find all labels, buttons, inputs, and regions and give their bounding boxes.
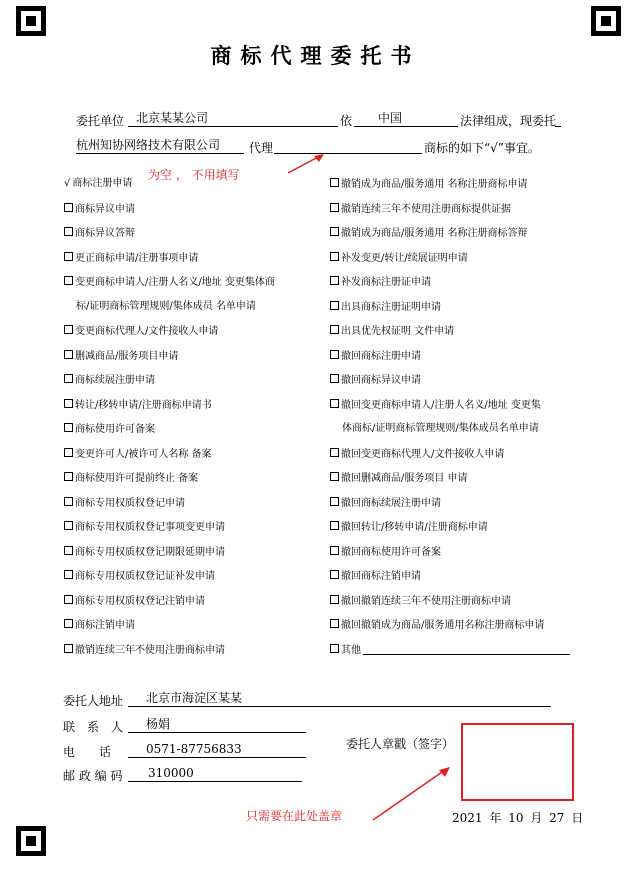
left-option-label: 撤销连续三年不使用注册商标申请: [75, 644, 225, 656]
right-option[interactable]: [330, 472, 468, 485]
right-option-label: 其他: [341, 644, 361, 656]
checkbox-icon[interactable]: [64, 497, 73, 506]
left-option-label: 标/证明商标管理规则/集体成员 名单申请: [76, 300, 256, 312]
right-option[interactable]: [330, 178, 528, 191]
checkbox-icon[interactable]: [64, 619, 73, 628]
right-option-label: 撤回商标注册申请: [341, 350, 421, 362]
right-option-label: 撤销成为商品/服务通用 名称注册商标申请: [341, 179, 528, 190]
left-option[interactable]: [64, 374, 155, 387]
right-option-label: 撤回删减商品/服务项目 申请: [341, 473, 468, 484]
left-option[interactable]: [64, 325, 218, 338]
law-text: 法律组成，现委托: [460, 114, 557, 128]
right-option[interactable]: [330, 350, 421, 363]
left-option: [76, 301, 256, 313]
checkbox-icon[interactable]: [330, 521, 339, 530]
right-option-label: 撤销成为商品/服务通用 名称注册商标答辩: [341, 228, 528, 239]
stamp-annotation: 只需要在此处盖章: [246, 809, 343, 823]
right-option-label: 撤回商标使用许可备案: [341, 546, 441, 558]
date-month-unit: 月: [530, 811, 543, 825]
address-field[interactable]: 北京市海淀区某某: [128, 692, 551, 707]
left-option[interactable]: [64, 203, 135, 216]
left-option-label: 商标专用权质权登记注销申请: [75, 595, 205, 607]
left-option-label: 商标专用权质权登记证补发申请: [75, 571, 215, 582]
right-option[interactable]: [330, 276, 431, 289]
left-option-label: 商标注销申请: [75, 620, 135, 631]
left-option-label: 删减商品/服务项目申请: [75, 350, 179, 362]
checkbox-icon[interactable]: [330, 399, 339, 408]
by-label: 依: [340, 114, 353, 128]
document-title: 商标代理委托书: [210, 43, 421, 68]
checkbox-icon[interactable]: [64, 423, 73, 432]
left-option-label: 商标专用权质权登记申请: [75, 497, 185, 509]
left-option-label: 商标异议答辩: [75, 228, 135, 239]
right-option[interactable]: [330, 301, 441, 314]
right-option[interactable]: [330, 325, 454, 338]
checkbox-icon[interactable]: [64, 227, 73, 236]
corner-mark-top-right: [591, 6, 621, 36]
corner-mark-bottom-left: [16, 826, 46, 856]
checkbox-icon[interactable]: [330, 178, 339, 187]
checkbox-icon[interactable]: [330, 350, 339, 359]
left-option-label: 商标注册申请: [72, 178, 133, 189]
checkbox-icon[interactable]: [330, 448, 339, 457]
other-underline[interactable]: [363, 654, 570, 655]
checkbox-icon[interactable]: [64, 203, 73, 212]
left-option[interactable]: [64, 252, 198, 265]
left-option[interactable]: [64, 570, 215, 583]
left-option[interactable]: [64, 423, 155, 436]
left-option-label: 商标使用许可备案: [75, 424, 155, 435]
right-option[interactable]: [330, 203, 511, 216]
checkbox-icon[interactable]: [64, 570, 73, 579]
right-option[interactable]: [330, 448, 504, 461]
left-option-label: 转让/移转申请/注册商标申请书: [75, 399, 212, 411]
checkbox-icon[interactable]: [330, 472, 339, 481]
stamp-box[interactable]: [461, 723, 574, 801]
checkbox-icon[interactable]: [64, 325, 73, 334]
left-option[interactable]: [64, 472, 198, 485]
checkbox-icon[interactable]: [64, 350, 73, 359]
unit-field[interactable]: 北京某某公司: [128, 112, 338, 127]
postcode-label: 邮 政 编 码: [63, 769, 123, 783]
agent-field[interactable]: 杭州知协网络技术有限公司: [76, 139, 244, 154]
left-option-label: 商标异议申请: [75, 203, 135, 215]
arrow-to-stamp-icon: [365, 762, 455, 827]
date-year: 2021: [452, 811, 483, 825]
left-option[interactable]: [64, 595, 205, 608]
left-option-label: 商标续展注册申请: [75, 375, 155, 386]
left-option[interactable]: [64, 546, 225, 559]
right-option-label: 撤回商标注销申请: [341, 571, 421, 582]
right-option-label: 撤回撤销连续三年不使用注册商标申请: [341, 595, 511, 607]
left-option-label: 商标专用权质权登记事项变更申请: [75, 522, 225, 533]
entrust-line-1: [76, 112, 124, 129]
seal-label: 委托人章戳（签字）: [346, 737, 455, 751]
checkbox-icon[interactable]: [64, 252, 73, 261]
checkbox-icon[interactable]: [330, 227, 339, 236]
checkbox-icon[interactable]: [64, 595, 73, 604]
checkbox-icon[interactable]: [64, 472, 73, 481]
checkbox-icon[interactable]: [64, 644, 73, 653]
left-option-label: 变更商标申请人/注册人名义/地址 变更集体商: [75, 277, 275, 288]
phone-field[interactable]: 0571-87756833: [128, 743, 306, 758]
date-day-unit: 日: [571, 811, 584, 825]
date-year-unit: 年: [489, 811, 502, 825]
left-option-label: 变更许可人/被许可人名称 备案: [75, 448, 212, 460]
right-option-label: 撤回商标异议申请: [341, 375, 421, 386]
right-option[interactable]: [330, 570, 421, 583]
right-option-label: 撤回商标续展注册申请: [341, 497, 441, 509]
checkbox-icon[interactable]: [64, 276, 73, 285]
right-option[interactable]: [330, 619, 544, 632]
right-option-label: 出具优先权证明 文件申请: [341, 326, 455, 337]
left-option[interactable]: [64, 227, 135, 240]
blank-annotation: 为空 ， 不用填写: [148, 168, 240, 182]
left-option[interactable]: [64, 350, 178, 363]
right-option[interactable]: [330, 252, 468, 265]
checkbox-icon[interactable]: [330, 276, 339, 285]
right-option: [342, 423, 539, 435]
checkbox-icon[interactable]: [330, 374, 339, 383]
left-option[interactable]: [64, 399, 212, 412]
right-option[interactable]: [330, 644, 361, 657]
left-option[interactable]: [64, 644, 225, 657]
left-option-label: 商标专用权质权登记期限延期申请: [75, 546, 225, 558]
agent-label: 代理: [249, 141, 274, 155]
left-option-label: 更正商标申请/注册事项申请: [75, 252, 199, 264]
left-option[interactable]: [64, 178, 132, 190]
checkbox-icon[interactable]: [330, 546, 339, 555]
right-option[interactable]: [330, 497, 441, 510]
right-option-label: 补发商标注册证申请: [341, 277, 431, 288]
right-option[interactable]: [330, 546, 441, 559]
person-label: 联 系 人: [63, 720, 124, 734]
right-option-label: 撤回变更商标代理人/文件接收人申请: [341, 448, 505, 460]
unit-label: 委托单位: [76, 114, 125, 128]
checkbox-icon[interactable]: [330, 619, 339, 628]
checkbox-icon[interactable]: [330, 301, 339, 310]
phone-label: 电 话: [63, 745, 112, 759]
country-field[interactable]: 中国: [354, 112, 458, 127]
corner-mark-top-left: [16, 6, 46, 36]
right-option[interactable]: [330, 227, 528, 240]
left-option-label: 商标使用许可提前终止 备案: [75, 473, 199, 484]
right-option-label: 撤回撤销成为商品/服务通用名称注册商标申请: [341, 620, 545, 631]
right-option[interactable]: [330, 521, 488, 534]
date-day: 27: [549, 811, 565, 825]
checkbox-icon[interactable]: [330, 595, 339, 604]
checkbox-icon[interactable]: [330, 644, 339, 653]
right-option[interactable]: [330, 374, 421, 387]
checkmark-icon[interactable]: √: [64, 178, 71, 189]
law-text-underline-end: [555, 126, 561, 127]
date-month: 10: [508, 811, 524, 825]
left-option[interactable]: [64, 448, 212, 461]
right-option-label: 撤回转让/移转申请/注册商标申请: [341, 522, 488, 533]
left-option[interactable]: [64, 619, 135, 632]
checkbox-icon[interactable]: [64, 448, 73, 457]
checkbox-icon[interactable]: [64, 546, 73, 555]
address-label: 委托人地址: [63, 694, 124, 708]
checkbox-icon[interactable]: [330, 252, 339, 261]
left-option[interactable]: [64, 521, 225, 534]
checkbox-icon[interactable]: [64, 374, 73, 383]
checkbox-icon[interactable]: [330, 203, 339, 212]
right-option-label: 补发变更/转让/续展证明申请: [341, 252, 468, 264]
right-option-label: 体商标/证明商标管理规则/集体成员名单申请: [342, 423, 539, 434]
checkbox-icon[interactable]: [330, 325, 339, 334]
right-option[interactable]: [330, 595, 511, 608]
arrow-to-blank-icon: [280, 148, 330, 178]
right-option-label: 出具商标注册证明申请: [341, 301, 441, 313]
checkbox-icon[interactable]: [330, 570, 339, 579]
left-option-label: 变更商标代理人/文件接收人申请: [75, 326, 219, 337]
checkbox-icon[interactable]: [64, 399, 73, 408]
right-option-label: 撤回变更商标申请人/注册人名义/地址 变更集: [341, 399, 541, 411]
postcode-field[interactable]: 310000: [128, 767, 302, 782]
left-option[interactable]: [64, 276, 275, 289]
date: [452, 809, 583, 826]
checkbox-icon[interactable]: [64, 521, 73, 530]
checkbox-icon[interactable]: [330, 497, 339, 506]
right-option-label: 撤销连续三年不使用注册商标提供证据: [341, 203, 511, 215]
person-field[interactable]: 杨娟: [128, 718, 306, 733]
right-option[interactable]: [330, 399, 541, 412]
left-option[interactable]: [64, 497, 185, 510]
trademark-text: 商标的如下“√”事宜。: [424, 141, 540, 155]
